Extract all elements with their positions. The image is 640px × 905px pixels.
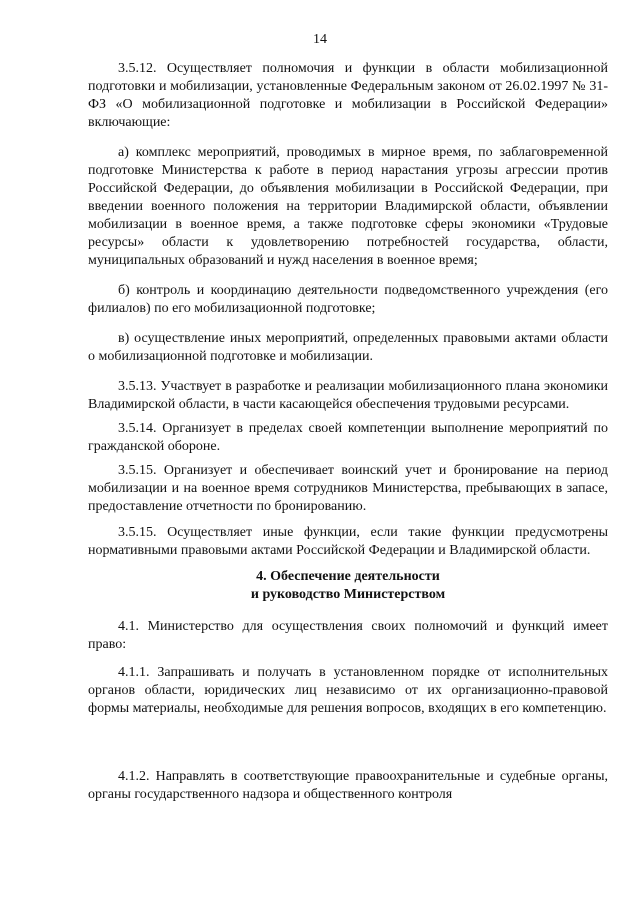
section-heading (88, 568, 608, 604)
page-body (88, 60, 608, 804)
section-heading-line-2: и руководство Министерством (250, 587, 446, 602)
paragraph-3-5-12-v: в) осуществление иных мероприятий, определенных правовыми актами области о мобилизационной подготовке и мобилизации. (88, 331, 608, 364)
section-heading-line-1: 4. Обеспечение деятельности (256, 569, 440, 584)
paragraph-4-1-2: 4.1.2. Направлять в соответствующие правоохранительные и судебные органы, органы государственного надзора и общественного контроля (88, 769, 608, 802)
paragraph-3-5-13: 3.5.13. Участвует в разработке и реализации мобилизационного плана экономики Владимирской области, в части касающейся обеспечения трудовыми ресурсами. (88, 379, 608, 412)
paragraph-3-5-15-a: 3.5.15. Организует и обеспечивает воинский учет и бронирование на период мобилизации и на военное время сотрудников Министерства, пребывающих в запасе, предоставление отчетности по бронированию. (88, 463, 608, 514)
page-number: 14 (313, 32, 327, 47)
paragraph-3-5-12: 3.5.12. Осуществляет полномочия и функции в области мобилизационной подготовки и мобилизации, установленные Федеральным законом от 26.02.1997 № 31-ФЗ «О мобилизационной подготовке и мобилизации в Российской Федерации» включающие: (88, 61, 608, 130)
paragraph-4-1-1: 4.1.1. Запрашивать и получать в установленном порядке от исполнительных органов области, юридических лиц независимо от их организационно-правовой формы материалы, необходимые для решения вопросов, входящих в его компетенцию. (88, 665, 608, 716)
paragraph-3-5-15-b: 3.5.15. Осуществляет иные функции, если такие функции предусмотрены нормативными правовыми актами Российской Федерации и Владимирской области. (88, 525, 608, 558)
paragraph-4-1: 4.1. Министерство для осуществления своих полномочий и функций имеет право: (88, 619, 608, 652)
paragraph-3-5-12-a: а) комплекс мероприятий, проводимых в мирное время, по заблаговременной подготовке Министерства к работе в период нарастания угрозы агрессии против Российской Федерации, до объявления мобилизации в Российской Федерации, при введении военного положения на территории Владимирской области, объявлении мобилизации в военное время, а также подготовке сферы экономики «Трудовые ресурсы» области к удовлетворению потребностей государства, области, муниципальных образований и нужд населения в военное время; (88, 145, 608, 268)
paragraph-3-5-14: 3.5.14. Организует в пределах своей компетенции выполнение мероприятий по гражданской обороне. (88, 421, 608, 454)
paragraph-3-5-12-b: б) контроль и координацию деятельности подведомственного учреждения (его филиалов) по его мобилизационной подготовке; (88, 283, 608, 316)
